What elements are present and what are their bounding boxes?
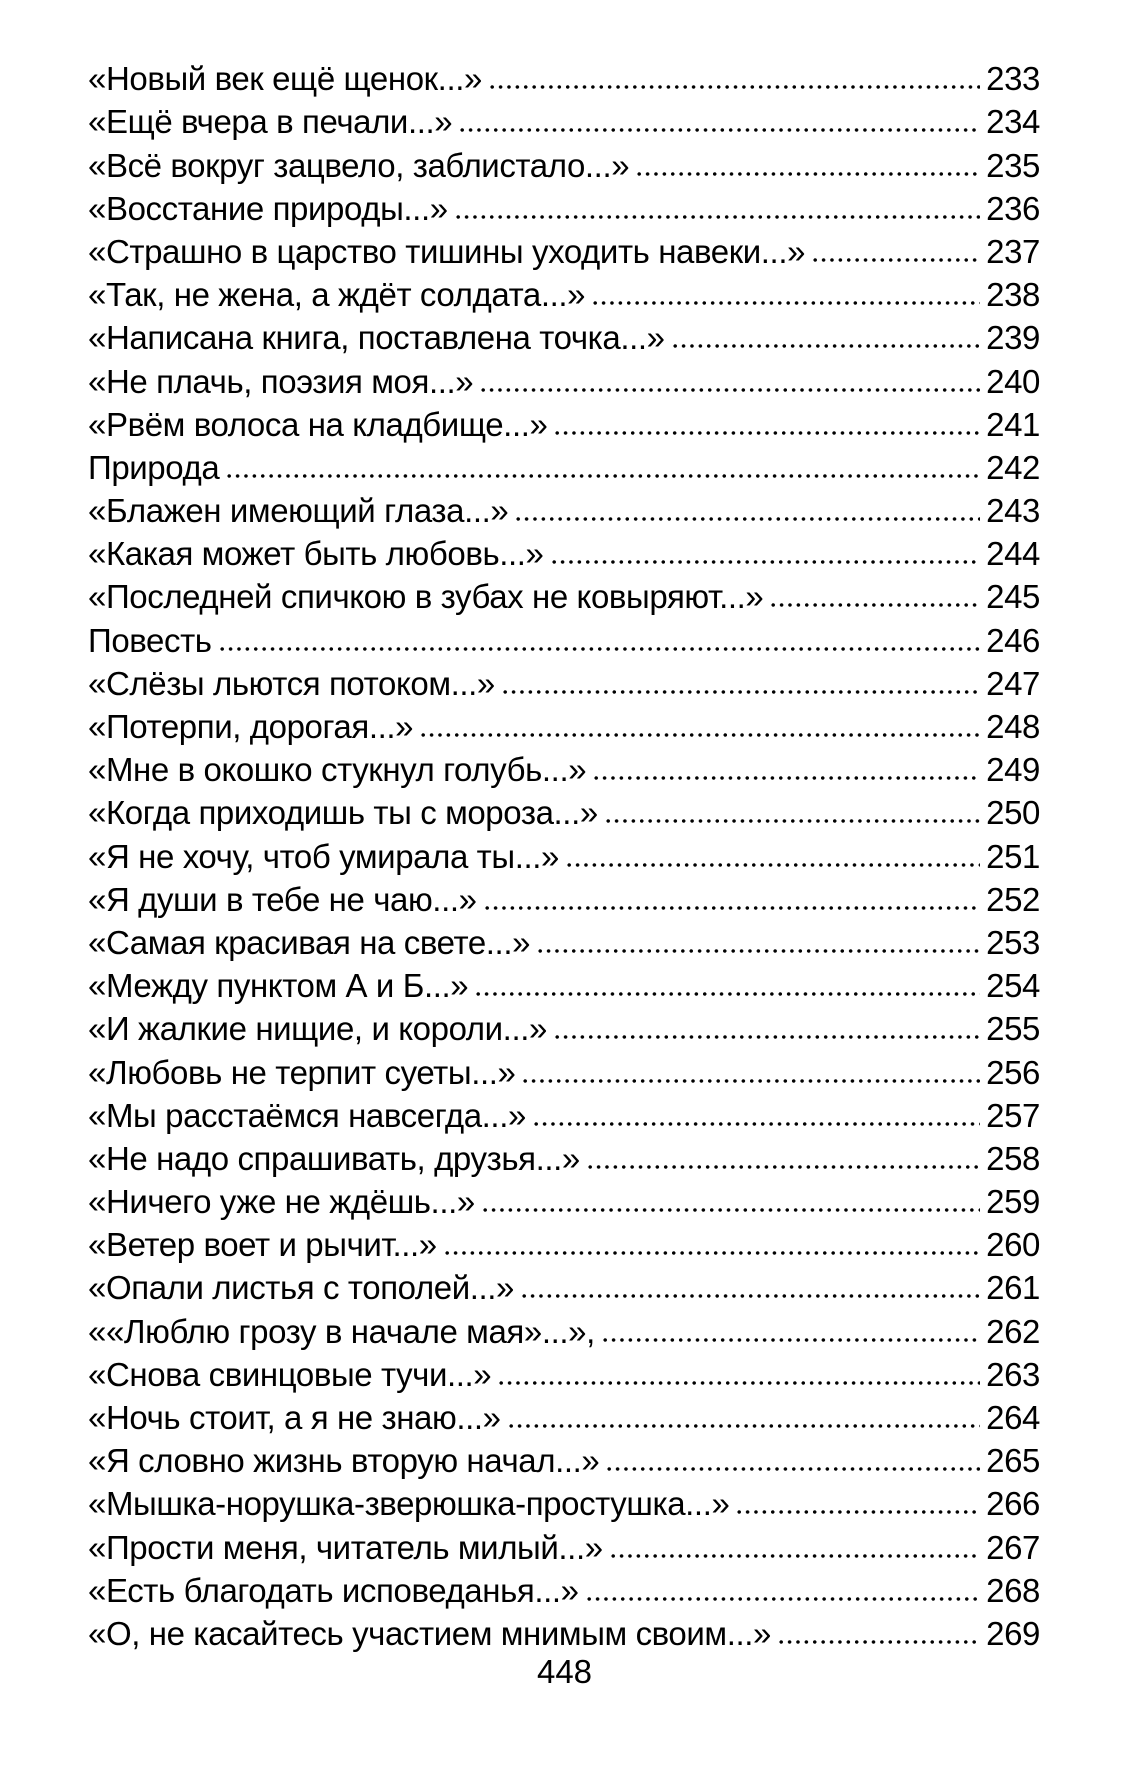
toc-entry-title: «Не плачь, поэзия моя...»	[88, 362, 474, 400]
toc-entry-title: «Ночь стоит, а я не знаю...»	[88, 1399, 501, 1436]
toc-entry-title: Природа	[88, 448, 220, 486]
toc-entry[interactable]	[88, 964, 1040, 1007]
toc-entry-page: 263	[986, 1355, 1040, 1393]
dot-leader	[811, 256, 980, 264]
toc-entry[interactable]	[88, 57, 1040, 100]
toc-entry-page: 253	[986, 923, 1040, 961]
toc-entry[interactable]	[88, 143, 1040, 186]
toc-entry-page: 249	[986, 751, 1040, 789]
toc-entry-title: «Восстание природы...»	[88, 189, 448, 227]
dot-leader	[488, 83, 980, 91]
toc-entry[interactable]	[88, 1180, 1040, 1223]
toc-entry[interactable]	[88, 273, 1040, 316]
toc-entry-title: «Ветер воет и рычит...»	[88, 1226, 437, 1264]
toc-entry-title: «Мне в окошко стукнул голубь...»	[88, 751, 587, 789]
toc-entry[interactable]	[88, 1482, 1040, 1525]
toc-entry[interactable]	[88, 748, 1040, 791]
toc-entry-page: 235	[986, 146, 1040, 184]
dot-leader	[553, 429, 980, 437]
toc-entry-title: «Я словно жизнь вторую начал...»	[88, 1442, 600, 1480]
page-number: 448	[536, 1653, 593, 1690]
toc-entry-title: «Есть благодать исповеданья...»	[88, 1571, 579, 1609]
toc-entry-title: «Я души в тебе не чаю...»	[88, 880, 477, 918]
toc-entry[interactable]	[88, 834, 1040, 877]
dot-leader	[585, 1595, 981, 1603]
toc-entry-title: «Между пунктом А и Б...»	[88, 967, 469, 1005]
toc-entry-page: 258	[986, 1139, 1040, 1177]
toc-entry[interactable]	[88, 359, 1040, 402]
dot-leader	[497, 1379, 980, 1387]
dot-leader	[443, 1249, 980, 1257]
toc-entry-page: 233	[986, 60, 1040, 98]
toc-entry-page: 237	[986, 232, 1040, 270]
toc-entry[interactable]	[88, 1353, 1040, 1396]
toc-entry-page: 251	[986, 837, 1040, 875]
toc-entry-page: 265	[986, 1442, 1040, 1480]
dot-leader	[454, 213, 980, 221]
dot-leader	[553, 1033, 980, 1041]
dot-leader	[520, 1292, 980, 1300]
toc-entry-page: 250	[986, 794, 1040, 832]
toc-entry-title: «И жалкие нищие, и короли...»	[88, 1010, 547, 1048]
toc-entry[interactable]	[88, 618, 1040, 661]
dot-leader	[536, 947, 980, 955]
toc-entry[interactable]	[88, 403, 1040, 446]
dot-leader	[225, 472, 980, 480]
toc-entry[interactable]	[88, 575, 1040, 618]
toc-entry[interactable]	[88, 1094, 1040, 1137]
toc-entry[interactable]	[88, 1396, 1040, 1439]
toc-entry-title: «Новый век ещё щенок...»	[88, 60, 482, 98]
toc-entry[interactable]	[88, 316, 1040, 359]
toc-entry-title: «Какая может быть любовь...»	[88, 535, 544, 573]
toc-entry[interactable]	[88, 532, 1040, 575]
toc-entry-page: 264	[986, 1399, 1040, 1436]
toc-entry[interactable]	[88, 1309, 1040, 1352]
toc-entry-page: 267	[986, 1528, 1040, 1566]
toc-entry-page: 248	[986, 708, 1040, 745]
toc-entry-page: 238	[986, 276, 1040, 314]
toc-entry-title: «Не надо спрашивать, друзья...»	[88, 1139, 580, 1177]
toc-entry[interactable]	[88, 1007, 1040, 1050]
dot-leader	[501, 688, 980, 696]
dot-leader	[507, 1422, 981, 1430]
dot-leader	[458, 126, 980, 134]
dot-leader	[635, 170, 980, 178]
toc-entry-page: 236	[986, 189, 1040, 227]
toc-entry[interactable]	[88, 791, 1040, 834]
dot-leader	[591, 299, 980, 307]
dot-leader	[481, 1206, 980, 1214]
toc-entry[interactable]	[88, 1223, 1040, 1266]
toc-entry[interactable]	[88, 446, 1040, 489]
toc-entry-title: «Последней спичкою в зубах не ковыряют...»	[88, 578, 764, 616]
toc-entry[interactable]	[88, 1439, 1040, 1482]
toc-entry-title: «Когда приходишь ты с мороза...»	[88, 794, 598, 832]
toc-entry[interactable]	[88, 1525, 1040, 1568]
dot-leader	[604, 817, 980, 825]
dot-leader	[521, 1077, 980, 1085]
toc-entry[interactable]	[88, 489, 1040, 532]
toc-entry-page: 240	[986, 362, 1040, 400]
toc-entry[interactable]	[88, 187, 1040, 230]
toc-entry[interactable]	[88, 1266, 1040, 1309]
toc-entry[interactable]	[88, 1137, 1040, 1180]
toc-entry-page: 243	[986, 492, 1040, 530]
toc-entry-page: 244	[986, 535, 1040, 573]
toc-entry-page: 239	[986, 319, 1040, 357]
toc-entry-page: 266	[986, 1485, 1040, 1523]
toc-entry-title: «Прости меня, читатель милый...»	[88, 1528, 603, 1566]
dot-leader	[601, 1336, 980, 1344]
dot-leader	[514, 515, 980, 523]
toc-entry-page: 261	[986, 1269, 1040, 1307]
toc-entry-title: «Блажен имеющий глаза...»	[88, 492, 509, 530]
toc-entry-title: «Ещё вчера в печали...»	[88, 103, 453, 141]
toc-entry-title: «Рвём волоса на кладбище...»	[88, 405, 548, 443]
toc-entry[interactable]	[88, 878, 1040, 921]
toc-entry-title: «Самая красивая на свете...»	[88, 923, 531, 961]
toc-entry-page: 269	[986, 1614, 1040, 1652]
dot-leader	[609, 1552, 980, 1560]
toc-entry-page: 260	[986, 1226, 1040, 1264]
toc-entry-title: «О, не касайтесь участием мнимым своим...»	[88, 1614, 771, 1652]
dot-leader	[479, 386, 980, 394]
toc-entry-page: 256	[986, 1053, 1040, 1091]
dot-leader	[565, 861, 980, 869]
toc-entry-title: «Так, не жена, а ждёт солдата...»	[88, 276, 586, 314]
dot-leader	[605, 1465, 980, 1473]
toc-entry-page: 257	[986, 1096, 1040, 1134]
toc-entry-title: «Слёзы льются потоком...»	[88, 664, 495, 702]
toc-entry-title: «Мышка-норушка-зверюшка-простушка...»	[88, 1485, 730, 1523]
dot-leader	[586, 1163, 980, 1171]
toc-entry-title: «Ничего уже не ждёшь...»	[88, 1183, 475, 1221]
toc-entry-page: 268	[986, 1571, 1040, 1609]
dot-leader	[592, 774, 980, 782]
toc-entry[interactable]	[88, 705, 1040, 748]
toc-entry[interactable]	[88, 1569, 1040, 1612]
dot-leader	[419, 731, 980, 739]
toc-entry-title: «Снова свинцовые тучи...»	[88, 1355, 492, 1393]
toc-entry-page: 262	[986, 1312, 1040, 1350]
toc-entry-title: «Написана книга, поставлена точка...»	[88, 319, 665, 357]
dot-leader	[735, 1508, 980, 1516]
dot-leader	[483, 904, 981, 912]
toc-entry-title: «Любовь не терпит суеты...»	[88, 1053, 516, 1091]
toc-entry-title: «Я не хочу, чтоб умирала ты...»	[88, 837, 559, 875]
dot-leader	[769, 601, 980, 609]
toc-entry-title: «Опали листья с тополей...»	[88, 1269, 514, 1307]
toc-entry-title: «Потерпи, дорогая...»	[88, 708, 414, 745]
table-of-contents	[88, 57, 1040, 1655]
toc-entry-title: «Мы расстаёмся навсегда...»	[88, 1096, 526, 1134]
toc-entry[interactable]	[88, 100, 1040, 143]
toc-entry-page: 252	[986, 880, 1040, 918]
toc-entry-page: 245	[986, 578, 1040, 616]
toc-entry-page: 242	[986, 448, 1040, 486]
toc-entry[interactable]	[88, 1050, 1040, 1093]
toc-entry-page: 254	[986, 967, 1040, 1005]
toc-entry-page: 241	[986, 405, 1040, 443]
toc-entry[interactable]	[88, 1612, 1040, 1655]
dot-leader	[550, 558, 981, 566]
toc-entry-page: 234	[986, 103, 1040, 141]
dot-leader	[218, 645, 981, 653]
toc-entry-title: Повесть	[88, 621, 212, 659]
toc-entry-page: 259	[986, 1183, 1040, 1221]
dot-leader	[532, 1120, 980, 1128]
toc-entry-title: «Всё вокруг зацвело, заблистало...»	[88, 146, 630, 184]
toc-entry-title: «Страшно в царство тишины уходить навеки...»	[88, 232, 806, 270]
toc-entry[interactable]	[88, 230, 1040, 273]
toc-entry-page: 247	[986, 664, 1040, 702]
dot-leader	[777, 1638, 980, 1646]
dot-leader	[474, 990, 980, 998]
toc-entry-page: 246	[986, 621, 1040, 659]
toc-entry-page: 255	[986, 1010, 1040, 1048]
toc-entry[interactable]	[88, 921, 1040, 964]
toc-entry[interactable]	[88, 662, 1040, 705]
toc-entry-title: ««Люблю грозу в начале мая»...»,	[88, 1312, 595, 1350]
dot-leader	[671, 342, 981, 350]
